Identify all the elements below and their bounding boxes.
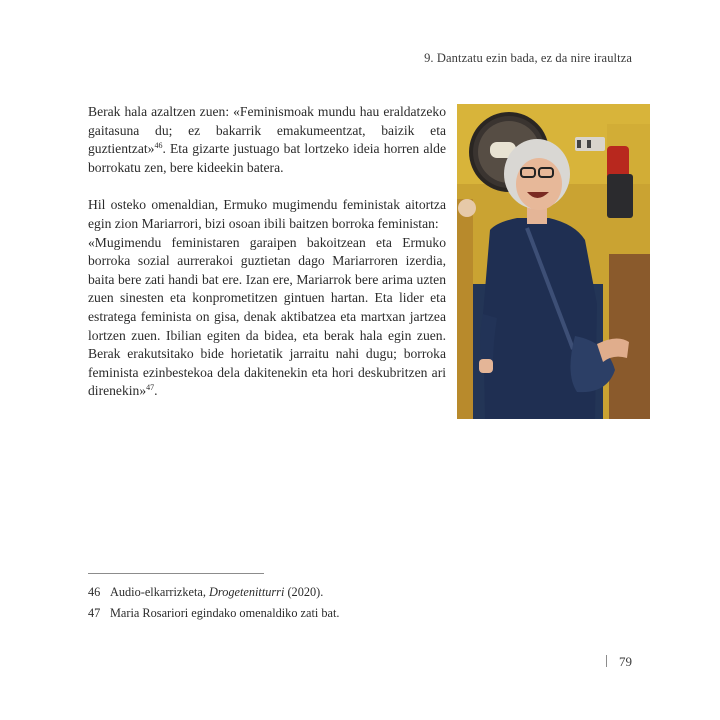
paragraph-1-tail: . Eta gizarte justuago bat lortzeko ideia horren alde borrokatu zen, bere kideekin batera. (88, 141, 446, 175)
portrait-photo-illustration (457, 104, 650, 419)
running-header: 9. Dantzatu ezin bada, ez da nire iraultza (424, 51, 632, 65)
page-number (606, 654, 632, 670)
block-quote (88, 234, 446, 401)
footnote-ref-47[interactable]: 47 (146, 383, 155, 393)
footnote-divider (88, 573, 264, 574)
page-number-value: 79 (619, 654, 632, 669)
footnote-46 (88, 582, 339, 603)
footnote-number: 47 (88, 606, 101, 620)
portrait-photo (457, 104, 650, 419)
paragraph-2: Hil osteko omenaldian, Ermuko mugimendu feministak aitortza egin zion Mariarrori, bizi osoan ibili baitzen borroka feministan: (88, 197, 446, 231)
footnote-47 (88, 603, 339, 624)
block-quote-text: «Mugimendu feministaren garaipen bakoitzean eta Ermuko borroka sozial aurrerakoi guztietan dago Mariarroren izerdia, baita bere zati handi bat ere. Izan ere, Mariarrok bere arima uzten zuen sinesten eta konprometitzen gintuen hartan. Eta lider eta estratega feminista on gisa, denak aktibatzea eta martxan jartzea lortzen zuen. Ibilian egiten da bidea, eta berak hala egin zuen. Berak erakutsitako bide horietatik jarraitu nahi dugu; borroka feminista ezinbestekoa dela dakitenekin eta hori deskubritzen ari direnekin» (88, 234, 446, 399)
footnote-text-after: (2020). (284, 585, 324, 599)
paragraph-1 (88, 103, 446, 177)
footnotes (88, 582, 339, 624)
footnote-italic-title: Drogetenitturri (209, 585, 285, 599)
footnote-text: Audio-elkarrizketa, (110, 585, 210, 599)
paragraph-1-text: Berak hala azaltzen zuen: «Feminismoak mundu hau eraldatzeko gaitasuna du; ez bakarrik emakumeentzat, baizik eta guztientzat» (88, 104, 446, 157)
footnote-text: Maria Rosariori egindako omenaldiko zati bat. (110, 606, 340, 620)
footnote-ref-46[interactable]: 46 (154, 141, 163, 151)
body-text (88, 103, 446, 401)
page-number-separator (606, 655, 607, 667)
block-quote-tail: . (154, 383, 158, 399)
footnote-number: 46 (88, 585, 101, 599)
